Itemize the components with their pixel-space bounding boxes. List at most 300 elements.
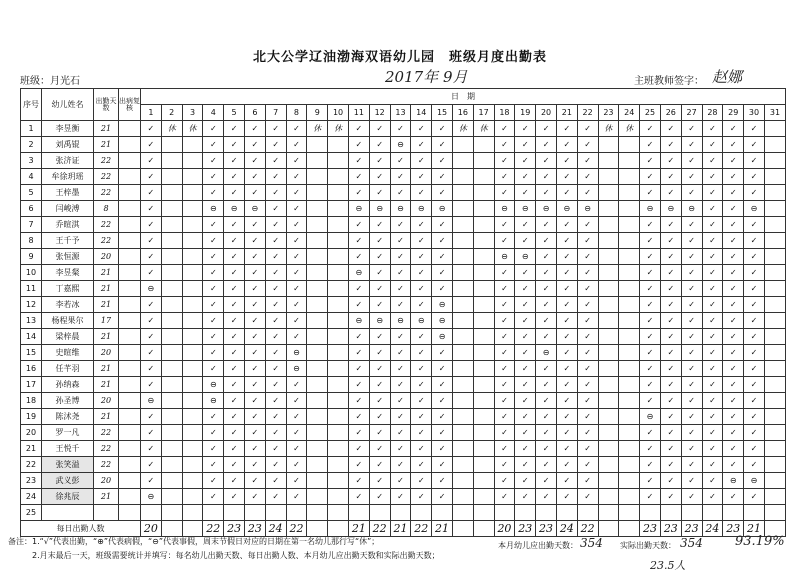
attendance-mark bbox=[307, 457, 328, 473]
attendance-mark: ✓ bbox=[515, 393, 536, 409]
attendance-mark: ✓ bbox=[265, 345, 286, 361]
row-number: 22 bbox=[21, 457, 42, 473]
attendance-mark bbox=[161, 265, 182, 281]
attendance-mark: ✓ bbox=[286, 153, 307, 169]
attendance-mark: ✓ bbox=[556, 329, 577, 345]
attendance-mark: ✓ bbox=[411, 265, 432, 281]
attendance-mark bbox=[161, 249, 182, 265]
attendance-mark: ✓ bbox=[369, 425, 390, 441]
attendance-mark: ✓ bbox=[265, 153, 286, 169]
attendance-mark: ✓ bbox=[702, 313, 723, 329]
attendance-days: 20 bbox=[94, 393, 119, 409]
review-cell bbox=[119, 329, 141, 345]
attendance-mark: ✓ bbox=[369, 185, 390, 201]
date-col-16: 16 bbox=[452, 105, 473, 121]
attendance-mark: ✓ bbox=[702, 185, 723, 201]
attendance-table bbox=[20, 88, 786, 537]
attendance-mark: ✓ bbox=[265, 233, 286, 249]
attendance-mark bbox=[307, 473, 328, 489]
attendance-mark: ✓ bbox=[577, 249, 598, 265]
attendance-mark: ✓ bbox=[224, 425, 245, 441]
attendance-mark: ✓ bbox=[744, 489, 765, 505]
attendance-mark: ✓ bbox=[390, 473, 411, 489]
attendance-mark: ✓ bbox=[681, 169, 702, 185]
attendance-mark: ✓ bbox=[556, 377, 577, 393]
attendance-mark: ✓ bbox=[702, 425, 723, 441]
attendance-mark: ✓ bbox=[744, 281, 765, 297]
attendance-mark: ✓ bbox=[536, 281, 557, 297]
table-row bbox=[21, 137, 786, 153]
review-cell bbox=[119, 425, 141, 441]
attendance-mark bbox=[473, 217, 494, 233]
attendance-mark: ✓ bbox=[203, 441, 224, 457]
review-cell bbox=[119, 265, 141, 281]
attendance-mark: ✓ bbox=[244, 409, 265, 425]
attendance-mark: ✓ bbox=[390, 169, 411, 185]
attendance-mark: ✓ bbox=[640, 313, 661, 329]
attendance-mark bbox=[619, 281, 640, 297]
attendance-mark: ✓ bbox=[203, 185, 224, 201]
attendance-mark: ✓ bbox=[681, 377, 702, 393]
attendance-mark: ✓ bbox=[224, 233, 245, 249]
attendance-mark: ✓ bbox=[244, 361, 265, 377]
attendance-mark: ✓ bbox=[203, 409, 224, 425]
attendance-mark: ✓ bbox=[369, 457, 390, 473]
attendance-mark: ✓ bbox=[640, 153, 661, 169]
attendance-mark bbox=[307, 361, 328, 377]
attendance-mark: ✓ bbox=[411, 249, 432, 265]
child-name: 罗一凡 bbox=[42, 425, 94, 441]
attendance-mark: ✓ bbox=[432, 185, 453, 201]
attendance-mark: ✓ bbox=[411, 377, 432, 393]
attendance-mark bbox=[598, 201, 619, 217]
attendance-mark: ✓ bbox=[723, 489, 744, 505]
attendance-mark: ✓ bbox=[744, 169, 765, 185]
attendance-mark bbox=[307, 201, 328, 217]
attendance-mark bbox=[452, 489, 473, 505]
attendance-mark bbox=[161, 345, 182, 361]
attendance-mark: ⊖ bbox=[640, 409, 661, 425]
attendance-mark bbox=[161, 457, 182, 473]
attendance-mark: ✓ bbox=[265, 185, 286, 201]
attendance-mark: ✓ bbox=[369, 489, 390, 505]
attendance-mark: ✓ bbox=[141, 137, 162, 153]
attendance-mark: ✓ bbox=[224, 297, 245, 313]
attendance-mark: ✓ bbox=[744, 425, 765, 441]
date-col-17: 17 bbox=[473, 105, 494, 121]
attendance-mark: ✓ bbox=[723, 185, 744, 201]
attendance-mark: ✓ bbox=[702, 121, 723, 137]
daily-total-cell: 22 bbox=[286, 521, 307, 537]
attendance-mark bbox=[744, 505, 765, 521]
attendance-mark: ✓ bbox=[369, 377, 390, 393]
attendance-mark: ✓ bbox=[390, 345, 411, 361]
attendance-mark bbox=[764, 281, 785, 297]
attendance-mark: ✓ bbox=[640, 361, 661, 377]
attendance-mark: ✓ bbox=[556, 345, 577, 361]
table-row bbox=[21, 457, 786, 473]
table-row bbox=[21, 345, 786, 361]
attendance-mark bbox=[328, 505, 349, 521]
attendance-mark: ✓ bbox=[411, 153, 432, 169]
attendance-mark bbox=[182, 441, 203, 457]
date-col-31: 31 bbox=[764, 105, 785, 121]
class-label: 班级：月光石 bbox=[20, 76, 80, 87]
attendance-mark: ✓ bbox=[640, 137, 661, 153]
attendance-mark: ✓ bbox=[286, 265, 307, 281]
attendance-mark: ⊖ bbox=[515, 249, 536, 265]
attendance-mark: ✓ bbox=[494, 297, 515, 313]
attendance-mark: ✓ bbox=[556, 265, 577, 281]
attendance-mark bbox=[182, 345, 203, 361]
attendance-mark: ✓ bbox=[224, 313, 245, 329]
attendance-mark: ✓ bbox=[640, 441, 661, 457]
attendance-mark bbox=[473, 313, 494, 329]
attendance-mark: ✓ bbox=[348, 473, 369, 489]
attendance-mark: ✓ bbox=[224, 473, 245, 489]
actual-days-value: 354 bbox=[680, 536, 703, 550]
attendance-mark bbox=[411, 505, 432, 521]
attendance-mark: ✓ bbox=[660, 297, 681, 313]
attendance-mark: ✓ bbox=[369, 217, 390, 233]
attendance-mark bbox=[473, 489, 494, 505]
child-name: 任芊羽 bbox=[42, 361, 94, 377]
attendance-mark: ✓ bbox=[536, 265, 557, 281]
attendance-mark: ✓ bbox=[577, 489, 598, 505]
attendance-mark: ✓ bbox=[494, 441, 515, 457]
attendance-mark: ✓ bbox=[515, 153, 536, 169]
attendance-mark: ✓ bbox=[348, 361, 369, 377]
attendance-mark: ✓ bbox=[723, 265, 744, 281]
attendance-mark: ⊖ bbox=[244, 201, 265, 217]
note-line-1: 备注：1.“√”代表出勤，“⊕”代表病假，“⊖”代表事假，周末节假日对应的日期在第一名幼儿那行写“休”； bbox=[8, 537, 380, 546]
daily-total-cell: 24 bbox=[702, 521, 723, 537]
attendance-mark: ⊖ bbox=[411, 313, 432, 329]
row-number: 17 bbox=[21, 377, 42, 393]
child-name: 张恒源 bbox=[42, 249, 94, 265]
attendance-mark: ✓ bbox=[577, 281, 598, 297]
attendance-mark: ✓ bbox=[286, 409, 307, 425]
attendance-mark: ✓ bbox=[681, 185, 702, 201]
attendance-mark: ✓ bbox=[244, 425, 265, 441]
attendance-mark: ✓ bbox=[141, 441, 162, 457]
attendance-mark: ✓ bbox=[744, 361, 765, 377]
attendance-mark bbox=[161, 233, 182, 249]
attendance-mark bbox=[619, 153, 640, 169]
review-cell bbox=[119, 185, 141, 201]
attendance-mark bbox=[619, 137, 640, 153]
daily-total-cell: 21 bbox=[348, 521, 369, 537]
attendance-mark: ✓ bbox=[369, 361, 390, 377]
attendance-mark bbox=[536, 505, 557, 521]
attendance-mark: ✓ bbox=[577, 217, 598, 233]
attendance-mark: ✓ bbox=[681, 265, 702, 281]
attendance-mark bbox=[452, 361, 473, 377]
attendance-mark bbox=[473, 393, 494, 409]
attendance-mark: ✓ bbox=[432, 489, 453, 505]
attendance-mark: ✓ bbox=[744, 329, 765, 345]
attendance-mark bbox=[619, 217, 640, 233]
attendance-mark: ✓ bbox=[494, 409, 515, 425]
attendance-mark bbox=[182, 249, 203, 265]
attendance-mark bbox=[161, 201, 182, 217]
attendance-mark bbox=[473, 233, 494, 249]
attendance-mark: ✓ bbox=[494, 361, 515, 377]
attendance-mark bbox=[473, 473, 494, 489]
attendance-mark: ✓ bbox=[411, 137, 432, 153]
attendance-mark: ✓ bbox=[244, 185, 265, 201]
attendance-mark: ✓ bbox=[432, 121, 453, 137]
attendance-mark: ⊖ bbox=[369, 313, 390, 329]
attendance-mark: ✓ bbox=[244, 153, 265, 169]
attendance-mark: ✓ bbox=[536, 489, 557, 505]
attendance-mark: ✓ bbox=[141, 409, 162, 425]
header-seq: 序号 bbox=[21, 89, 42, 121]
attendance-mark bbox=[619, 393, 640, 409]
attendance-mark: ✓ bbox=[432, 377, 453, 393]
attendance-mark: ⊖ bbox=[141, 281, 162, 297]
row-number: 20 bbox=[21, 425, 42, 441]
attendance-mark bbox=[452, 201, 473, 217]
attendance-mark bbox=[307, 489, 328, 505]
attendance-mark: ✓ bbox=[556, 153, 577, 169]
attendance-mark: ✓ bbox=[494, 281, 515, 297]
attendance-mark: ✓ bbox=[286, 457, 307, 473]
attendance-mark: ✓ bbox=[744, 313, 765, 329]
date-col-30: 30 bbox=[744, 105, 765, 121]
attendance-mark: ✓ bbox=[224, 441, 245, 457]
attendance-mark: ✓ bbox=[224, 153, 245, 169]
attendance-mark: ⊖ bbox=[536, 201, 557, 217]
attendance-mark: ✓ bbox=[723, 361, 744, 377]
attendance-mark bbox=[473, 281, 494, 297]
attendance-mark: ✓ bbox=[577, 137, 598, 153]
date-col-9: 9 bbox=[307, 105, 328, 121]
attendance-mark bbox=[328, 457, 349, 473]
review-cell bbox=[119, 441, 141, 457]
attendance-mark: ✓ bbox=[224, 489, 245, 505]
attendance-mark bbox=[452, 169, 473, 185]
attendance-mark: ⊖ bbox=[432, 329, 453, 345]
attendance-mark: ✓ bbox=[141, 265, 162, 281]
daily-total-cell: 23 bbox=[244, 521, 265, 537]
date-col-27: 27 bbox=[681, 105, 702, 121]
review-cell bbox=[119, 473, 141, 489]
attendance-mark bbox=[764, 409, 785, 425]
attendance-mark: ✓ bbox=[411, 281, 432, 297]
attendance-mark: ✓ bbox=[515, 329, 536, 345]
attendance-mark: ✓ bbox=[390, 233, 411, 249]
daily-total-cell: 23 bbox=[681, 521, 702, 537]
attendance-mark: ✓ bbox=[432, 457, 453, 473]
attendance-mark bbox=[452, 217, 473, 233]
attendance-mark bbox=[619, 233, 640, 249]
attendance-mark bbox=[328, 361, 349, 377]
attendance-mark bbox=[452, 329, 473, 345]
attendance-mark: ✓ bbox=[286, 473, 307, 489]
attendance-mark bbox=[328, 153, 349, 169]
attendance-mark bbox=[764, 457, 785, 473]
attendance-mark: ✓ bbox=[494, 489, 515, 505]
attendance-mark bbox=[473, 441, 494, 457]
attendance-mark bbox=[598, 313, 619, 329]
attendance-mark: ✓ bbox=[224, 393, 245, 409]
notes bbox=[8, 535, 508, 563]
attendance-mark bbox=[764, 137, 785, 153]
attendance-mark: ✓ bbox=[515, 345, 536, 361]
attendance-mark bbox=[619, 489, 640, 505]
attendance-mark: ✓ bbox=[556, 249, 577, 265]
daily-total-cell: 23 bbox=[536, 521, 557, 537]
attendance-mark bbox=[764, 329, 785, 345]
attendance-mark: ✓ bbox=[390, 265, 411, 281]
attendance-mark: ✓ bbox=[702, 233, 723, 249]
attendance-mark: ✓ bbox=[536, 393, 557, 409]
attendance-mark: 休 bbox=[328, 121, 349, 137]
attendance-mark bbox=[619, 377, 640, 393]
attendance-mark: ✓ bbox=[577, 121, 598, 137]
attendance-mark: ✓ bbox=[744, 137, 765, 153]
attendance-mark: ✓ bbox=[224, 457, 245, 473]
review-cell bbox=[119, 505, 141, 521]
attendance-mark: ✓ bbox=[224, 185, 245, 201]
attendance-mark bbox=[348, 505, 369, 521]
attendance-mark bbox=[161, 297, 182, 313]
attendance-mark bbox=[598, 137, 619, 153]
attendance-mark: ✓ bbox=[203, 313, 224, 329]
attendance-mark bbox=[619, 441, 640, 457]
attendance-mark: ✓ bbox=[681, 297, 702, 313]
table-row bbox=[21, 233, 786, 249]
attendance-mark: ✓ bbox=[640, 217, 661, 233]
attendance-mark bbox=[598, 409, 619, 425]
attendance-mark: ✓ bbox=[244, 441, 265, 457]
date-col-6: 6 bbox=[244, 105, 265, 121]
child-name: 徐兆辰 bbox=[42, 489, 94, 505]
attendance-mark bbox=[764, 393, 785, 409]
attendance-mark: ✓ bbox=[411, 409, 432, 425]
attendance-mark bbox=[764, 185, 785, 201]
actual-days-label: 实际出勤天数： bbox=[620, 541, 676, 550]
attendance-mark: ✓ bbox=[348, 185, 369, 201]
attendance-mark: ✓ bbox=[141, 153, 162, 169]
attendance-mark bbox=[764, 377, 785, 393]
attendance-mark: ✓ bbox=[244, 281, 265, 297]
table-row bbox=[21, 201, 786, 217]
attendance-mark bbox=[161, 505, 182, 521]
attendance-mark: ✓ bbox=[369, 153, 390, 169]
attendance-mark: ✓ bbox=[348, 297, 369, 313]
attendance-mark: ✓ bbox=[744, 265, 765, 281]
attendance-mark: ✓ bbox=[244, 345, 265, 361]
row-number: 12 bbox=[21, 297, 42, 313]
attendance-mark: ✓ bbox=[411, 473, 432, 489]
attendance-mark bbox=[307, 441, 328, 457]
attendance-mark: ⊖ bbox=[744, 473, 765, 489]
attendance-mark bbox=[182, 425, 203, 441]
attendance-mark bbox=[182, 457, 203, 473]
attendance-mark: ✓ bbox=[286, 441, 307, 457]
attendance-mark: ✓ bbox=[286, 249, 307, 265]
attendance-mark: ✓ bbox=[411, 121, 432, 137]
attendance-mark: ✓ bbox=[723, 409, 744, 425]
attendance-mark: ✓ bbox=[348, 441, 369, 457]
attendance-mark: ✓ bbox=[660, 169, 681, 185]
attendance-days: 21 bbox=[94, 121, 119, 137]
attendance-mark bbox=[619, 249, 640, 265]
attendance-mark: ✓ bbox=[515, 121, 536, 137]
attendance-mark: ✓ bbox=[203, 425, 224, 441]
attendance-mark bbox=[328, 441, 349, 457]
attendance-mark: ⊖ bbox=[141, 489, 162, 505]
attendance-mark: ✓ bbox=[660, 457, 681, 473]
attendance-mark: ✓ bbox=[432, 473, 453, 489]
date-col-24: 24 bbox=[619, 105, 640, 121]
attendance-mark: ✓ bbox=[723, 217, 744, 233]
daily-total-label: 每日出勤人数 bbox=[21, 521, 141, 537]
attendance-mark: ✓ bbox=[577, 345, 598, 361]
attendance-mark: ✓ bbox=[494, 265, 515, 281]
attendance-mark: ⊖ bbox=[141, 393, 162, 409]
attendance-mark: 休 bbox=[452, 121, 473, 137]
attendance-mark: ✓ bbox=[702, 137, 723, 153]
attendance-mark bbox=[182, 233, 203, 249]
child-name: 刘禹锟 bbox=[42, 137, 94, 153]
attendance-mark: 休 bbox=[161, 121, 182, 137]
attendance-mark: ✓ bbox=[494, 393, 515, 409]
attendance-mark: ✓ bbox=[640, 329, 661, 345]
attendance-mark: ✓ bbox=[224, 169, 245, 185]
attendance-mark: ✓ bbox=[494, 153, 515, 169]
attendance-mark bbox=[598, 377, 619, 393]
attendance-mark: ✓ bbox=[556, 441, 577, 457]
attendance-mark bbox=[619, 313, 640, 329]
attendance-mark: ✓ bbox=[244, 473, 265, 489]
attendance-mark: ✓ bbox=[681, 329, 702, 345]
review-cell bbox=[119, 153, 141, 169]
attendance-mark: ✓ bbox=[141, 201, 162, 217]
attendance-mark: ✓ bbox=[432, 137, 453, 153]
attendance-mark: ⊖ bbox=[494, 201, 515, 217]
attendance-mark: ✓ bbox=[244, 313, 265, 329]
attendance-mark: ✓ bbox=[432, 281, 453, 297]
date-col-25: 25 bbox=[640, 105, 661, 121]
attendance-mark bbox=[328, 473, 349, 489]
attendance-mark: ✓ bbox=[494, 137, 515, 153]
attendance-mark: ✓ bbox=[556, 361, 577, 377]
row-number: 19 bbox=[21, 409, 42, 425]
child-name: 闫峻溥 bbox=[42, 201, 94, 217]
attendance-mark: ✓ bbox=[244, 217, 265, 233]
row-number: 25 bbox=[21, 505, 42, 521]
attendance-mark: ✓ bbox=[244, 297, 265, 313]
attendance-mark bbox=[307, 249, 328, 265]
attendance-mark: ✓ bbox=[390, 153, 411, 169]
attendance-days: 22 bbox=[94, 217, 119, 233]
attendance-mark: ✓ bbox=[556, 185, 577, 201]
attendance-days: 21 bbox=[94, 361, 119, 377]
attendance-mark bbox=[161, 425, 182, 441]
attendance-mark bbox=[764, 425, 785, 441]
attendance-mark: ✓ bbox=[265, 313, 286, 329]
attendance-mark: ✓ bbox=[681, 489, 702, 505]
attendance-mark bbox=[556, 505, 577, 521]
attendance-mark: ✓ bbox=[640, 377, 661, 393]
table-row bbox=[21, 297, 786, 313]
attendance-mark: ✓ bbox=[390, 329, 411, 345]
attendance-mark: ✓ bbox=[515, 297, 536, 313]
attendance-mark bbox=[764, 249, 785, 265]
